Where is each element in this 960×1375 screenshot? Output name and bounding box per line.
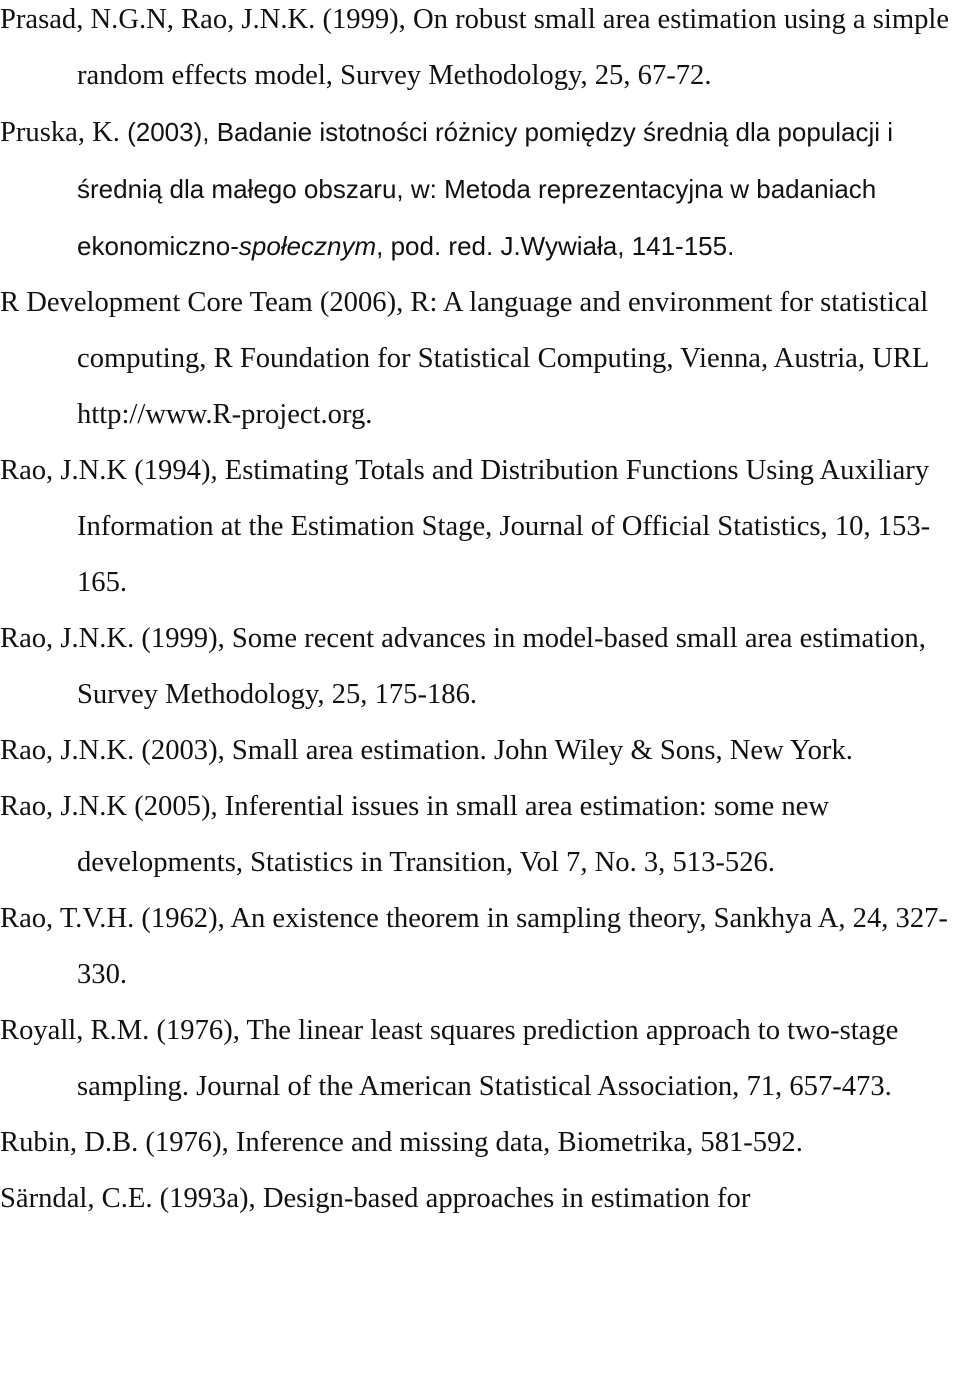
reference-pruska-lead: Pruska, K. (0, 117, 128, 148)
reference-rao-1994: Rao, J.N.K (1994), Estimating Totals and Distribution Functions Using Auxiliary Information at the Estimation Stage, Journal of Official Statistics, 10, 153-165. (0, 455, 931, 598)
reference-royall-1976: Royall, R.M. (1976), The linear least squares prediction approach to two-stage sampling. Journal of the American Statistical Association, 71, 657-473. (0, 1015, 899, 1102)
reference-rubin-1976: Rubin, D.B. (1976), Inference and missing data, Biometrika, 581-592. (0, 1127, 803, 1158)
reference-pruska-2003 (0, 104, 960, 275)
reference-rao-2005: Rao, J.N.K (2005), Inferential issues in small area estimation: some new developments, Statistics in Transition, Vol 7, No. 3, 513-526. (0, 791, 830, 878)
reference-rao-tvh-1962: Rao, T.V.H. (1962), An existence theorem in sampling theory, Sankhya A, 24, 327-330. (0, 903, 948, 990)
reference-pruska-italic: społecznym (238, 231, 377, 261)
reference-r-core-team-2006: R Development Core Team (2006), R: A language and environment for statistical computing, R Foundation for Statistical Computing, Vienna, Austria, URL http://www.R-project.org. (0, 287, 929, 430)
reference-prasad-rao-1999: Prasad, N.G.N, Rao, J.N.K. (1999), On robust small area estimation using a simple random effects model, Survey Methodology, 25, 67-72. (0, 4, 950, 91)
reference-pruska-tail: , pod. red. J.Wywiała, 141-155. (376, 231, 735, 261)
reference-rao-1999: Rao, J.N.K. (1999), Some recent advances in model-based small area estimation, Survey Methodology, 25, 175-186. (0, 623, 926, 710)
reference-rao-2003: Rao, J.N.K. (2003), Small area estimation. John Wiley & Sons, New York. (0, 735, 853, 766)
reference-sarndal-1993a: Särndal, C.E. (1993a), Design-based approaches in estimation for (0, 1183, 751, 1214)
reference-pruska-body: (2003), Badanie istotności różnicy pomiędzy średnią dla populacji i średnią dla małego obszaru, w: Metoda reprezentacyjna w badaniach ekonomiczno- (77, 117, 894, 261)
